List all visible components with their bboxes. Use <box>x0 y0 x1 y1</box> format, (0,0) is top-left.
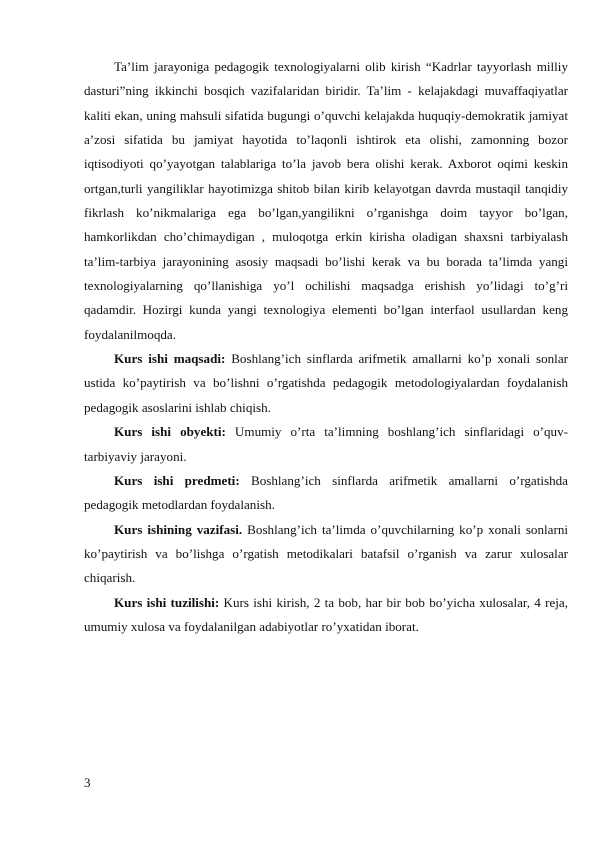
paragraph-text: Boshlang’ich ta’limda o’quvchilarning ko’p xonali sonlarni ko’paytirish va bo’lishga o’rgatish metodikalari batafsil o’rganish va zarur xulosalar chiqarish. <box>84 521 569 586</box>
paragraph-lead: Kurs ishi predmeti: <box>114 472 240 488</box>
paragraph-text: Boshlang’ich sinflarda arifmetik amallarni o’rgatishda pedagogik metodlardan foydalanish. <box>84 472 568 513</box>
page-number: 3 <box>84 775 91 790</box>
paragraph-lead: Kurs ishining vazifasi. <box>114 521 243 537</box>
intro-paragraph <box>84 55 568 347</box>
paragraph-lead: Kurs ishi maqsadi: <box>114 351 226 367</box>
paragraph-lead: Kurs ishi tuzilishi: <box>114 594 220 610</box>
object-paragraph <box>84 420 568 469</box>
tasks-paragraph <box>84 518 568 591</box>
paragraph-lead: Kurs ishi obyekti: <box>114 424 226 440</box>
body-text <box>84 55 568 639</box>
structure-paragraph <box>84 591 568 640</box>
subject-paragraph <box>84 469 568 518</box>
paragraph-text: Ta’lim jarayoniga pedagogik texnologiyalarni olib kirish “Kadrlar tayyorlash milliy dasturi”ning ikkinchi bosqich vazifalaridan biridir. Ta’lim - kelajakdagi muvaffaqiyatlar kaliti ekan, uning mahsuli sifatida bugungi o’quvchi kelajakda huquqiy-demokratik jamiyat a’zosi sifatida bu jamiyat hayotida to’laqonli ishtirok eta olishi, zamonning bozor iqtisodiyoti qo’yayotgan talablariga to’la javob bera olishi kerak. Axborot oqimi keskin ortgan,turli yangiliklar hayotimizga shitob bilan kirib kelayotgan davrda mustaqil tanqidiy fikrlash ko’nikmalariga ega bo’lgan,yangilikni o’rganishga doim tayyor bo’lgan, hamkorlikdan cho’chimaydigan , muloqotga erkin kirisha oladigan shaxsni tarbiyalash ta’lim-tarbiya jarayonining asosiy maqsadi bo’lishi kerak va bu borada ta’limda yangi texnologiyalarning qo’llanishiga yo’l ochilishi maqsadga erishish yo’lidagi to’g’ri qadamdir. Hozirgi kunda yangi texnologiya elementi bo’lgan interfaol usullardan keng foydalanilmoqda. <box>84 59 568 342</box>
paragraph-text: Kurs ishi kirish, 2 ta bob, har bir bob bo’yicha xulosalar, 4 reja, umumiy xulosa va foydalanilgan adabiyotlar ro’yxatidan iborat. <box>84 594 568 634</box>
aim-paragraph <box>84 347 568 420</box>
paragraph-text: Boshlang’ich sinflarda arifmetik amallarni ko’p xonali sonlar ustida ko’paytirish va bo’lishni o’rgatishda pedagogik metodologiyalardan foydalanish pedagogik asoslarini ishlab chiqish. <box>84 351 568 415</box>
paragraph-text: Umumiy o’rta ta’limning boshlang’ich sinflaridagi o’quv-tarbiyaviy jarayoni. <box>84 424 569 464</box>
